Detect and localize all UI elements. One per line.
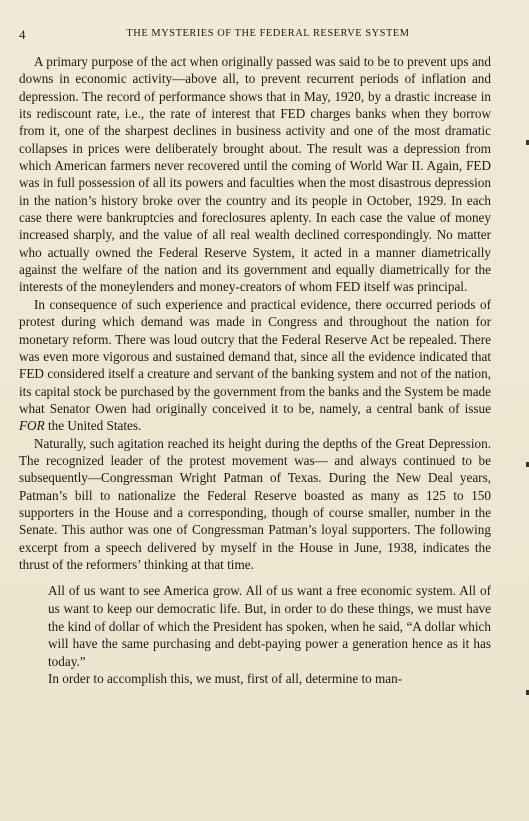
page-header	[19, 27, 509, 43]
paragraph-1: A primary purpose of the act when originally passed was said to be to prevent ups and downs in economic activity—above all, to prevent recurrent periods of inflation and depression. The record of performance shows that in May, 1920, by a drastic increase in its rediscount rate, i.e., the rate of interest that FED charges banks when they borrow from it, one of the sharpest declines in business activity and one of the most dramatic collapses in prices were deliberately brought about. The result was a depression from which American farmers never recovered until the coming of World War II. Again, FED was in full possession of all its powers and faculties when the most disastrous depression in the nation’s history broke over the country and its people in October, 1929. In each case there were bankruptcies and foreclosures aplenty. In each case the value of money increased sharply, and the value of all real wealth declined correspondingly. No matter who actually owned the Federal Reserve System, it acted in a manner diametrically against the welfare of the nation and its government and equally diametrically for the interests of the moneylenders and money-creators of whom FED itself was principal.	[19, 54, 491, 295]
running-title: THE MYSTERIES OF THE FEDERAL RESERVE SYSTEM	[126, 28, 410, 39]
paragraph-2-text: In consequence of such experience and practical evidence, there occurred periods of protest during which demand was made in Congress and throughout the nation for monetary reform. There was loud outcry that the Federal Reserve Act be repealed. There was even more vigorous and sustained demand that, since all the evidence indicated that FED considered itself a creature and servant of the banking system and not of the nation, its capital stock be purchased by the government from the banks and the System be made what Senator Owen had originally conceived it to be, namely, a central bank of issue	[19, 296, 491, 416]
paragraph-2-end: the United States.	[44, 418, 142, 434]
speech-excerpt-part-1: All of us want to see America grow. All of us want a free economic system. All of us want to keep our democratic life. But, in order to do these things, we must have the kind of dollar of which the President has spoken, when he said, “A dollar which will have the same purchasing and debt-paying power a generation hence as it has today.”	[48, 583, 491, 669]
paragraph-2-emphasis: FOR	[19, 418, 45, 434]
speech-excerpt	[48, 582, 491, 688]
paragraph-3: Naturally, such agitation reached its height during the depths of the Great Depression. The recognized leader of the protest movement was— and always continued to be subsequently—Congressman Wright Patman of Texas. During the New Deal years, Patman’s bill to nationalize the Federal Reserve boasted as many as 125 to 150 supporters in the House and a corresponding, though of course smaller, number in the Senate. This author was one of Congressman Patman’s loyal supporters. The following excerpt from a speech delivered by myself in the House in June, 1938, indicates the thrust of the reformers’ thinking at that time.	[19, 435, 491, 572]
paragraph-2	[19, 296, 491, 435]
speech-excerpt-part-2: In order to accomplish this, we must, first of all, determine to man-	[48, 671, 403, 687]
page-body	[19, 53, 491, 688]
page-number: 4	[19, 27, 26, 42]
